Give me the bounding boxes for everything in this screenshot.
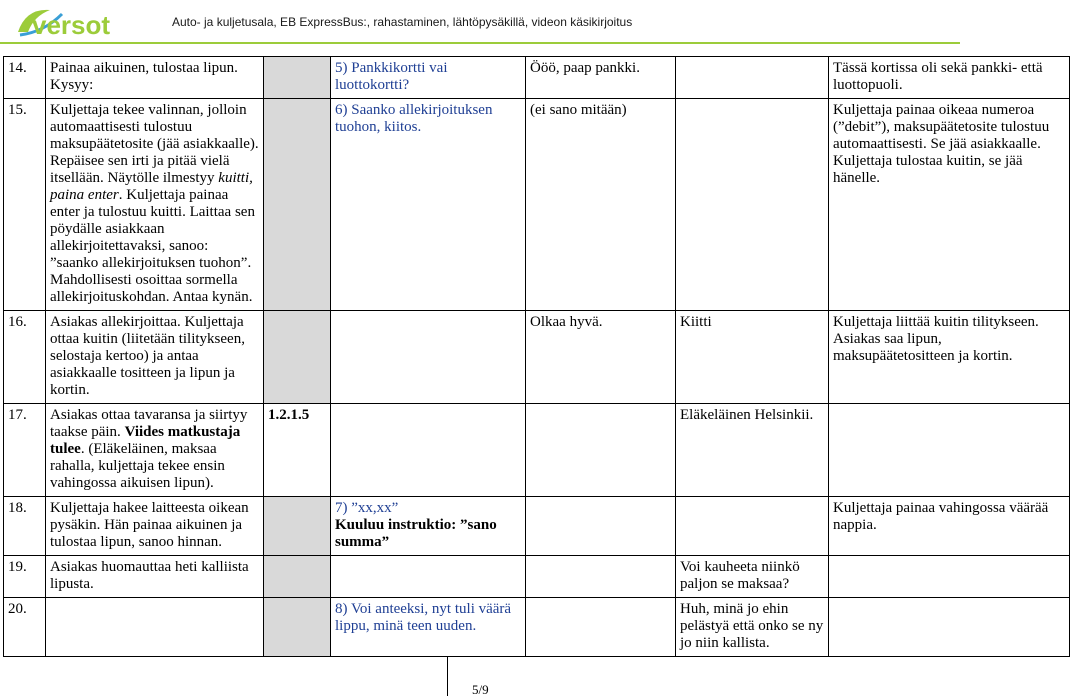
dialogue-text: 7) ”xx,xx” bbox=[335, 500, 399, 516]
versot-logo bbox=[4, 2, 134, 42]
driver-cell: Ööö, paap pankki. bbox=[526, 57, 676, 99]
table-row bbox=[4, 57, 1070, 99]
step-number: 16. bbox=[4, 311, 46, 404]
note-cell: Kuljettaja painaa oikeaa numeroa (”debit”), maksupäätetosite tulostuu automaattisesti. Se jää asiakkaalle. Kuljettaja tulostaa kuitin, se jää hänelle. bbox=[829, 99, 1070, 311]
passenger-cell bbox=[676, 497, 829, 556]
passenger-cell bbox=[676, 99, 829, 311]
header-rule bbox=[0, 42, 960, 44]
table-row bbox=[4, 404, 1070, 497]
action-text: Painaa aikuinen, tulostaa lipun. bbox=[50, 60, 238, 76]
code-cell bbox=[264, 598, 331, 657]
driver-cell bbox=[526, 556, 676, 598]
step-number: 14. bbox=[4, 57, 46, 99]
passenger-cell: Kiitti bbox=[676, 311, 829, 404]
driver-cell: (ei sano mitään) bbox=[526, 99, 676, 311]
dialogue-cell bbox=[331, 311, 526, 404]
action-text: Kuljettaja tekee valinnan, jolloin automaattisesti tulostuu maksupäätetosite (jää asiakkaalle). Repäisee sen irti ja pitää vielä itsellään. Näytölle ilmestyy bbox=[50, 102, 259, 186]
dialogue-cell bbox=[331, 556, 526, 598]
action-cell bbox=[46, 57, 264, 99]
table-row bbox=[4, 598, 1070, 657]
code-cell bbox=[264, 57, 331, 99]
step-number: 15. bbox=[4, 99, 46, 311]
step-number: 18. bbox=[4, 497, 46, 556]
svg-text:versot: versot bbox=[32, 10, 111, 40]
instruction-text: Kuuluu instruktio: ”sano summa” bbox=[335, 517, 497, 550]
passenger-cell: Eläkeläinen Helsinkii. bbox=[676, 404, 829, 497]
note-cell bbox=[829, 598, 1070, 657]
page-header bbox=[0, 0, 960, 44]
note-cell bbox=[829, 404, 1070, 497]
passenger-cell: Voi kauheeta niinkö paljon se maksaa? bbox=[676, 556, 829, 598]
action-text: . (Eläkeläinen, maksaa rahalla, kuljettaja tekee ensin vahingossa aikuisen lipun). bbox=[50, 441, 225, 491]
driver-cell bbox=[526, 404, 676, 497]
note-cell: Kuljettaja liittää kuitin tilitykseen. Asiakas saa lipun, maksupäätetositteen ja kortin. bbox=[829, 311, 1070, 404]
dialogue-cell: 5) Pankkikortti vai luottokortti? bbox=[331, 57, 526, 99]
action-cell: Asiakas allekirjoittaa. Kuljettaja ottaa kuitin (liitetään tilitykseen, selostaja kertoo) ja antaa asiakkaalle tositteen ja lipun ja kortin. bbox=[46, 311, 264, 404]
driver-cell bbox=[526, 598, 676, 657]
action-cell: Asiakas huomauttaa heti kalliista lipusta. bbox=[46, 556, 264, 598]
driver-cell bbox=[526, 497, 676, 556]
table-row bbox=[4, 311, 1070, 404]
action-text: Asiakas ottaa tavaransa ja siirtyy taakse päin. bbox=[50, 407, 248, 440]
step-number: 19. bbox=[4, 556, 46, 598]
action-emphasis: Viides matkustaja tulee bbox=[50, 424, 241, 457]
code-cell bbox=[264, 99, 331, 311]
action-text: . Kuljettaja painaa enter ja tulostuu kuitti. Laittaa sen pöydälle asiakkaan allekirjoitettavaksi, sanoo: ”saanko allekirjoituksen tuohon”. Mahdollisesti osoittaa sormella allekirjoituskohdan. Antaa kynän. bbox=[50, 187, 255, 305]
note-cell: Kuljettaja painaa vahingossa väärää nappia. bbox=[829, 497, 1070, 556]
action-cell bbox=[46, 99, 264, 311]
page-number: 5/9 bbox=[472, 682, 489, 697]
table-row bbox=[4, 556, 1070, 598]
passenger-cell bbox=[676, 57, 829, 99]
driver-cell: Olkaa hyvä. bbox=[526, 311, 676, 404]
action-emphasis: kuitti, paina enter bbox=[50, 170, 253, 203]
dialogue-cell: 6) Saanko allekirjoituksen tuohon, kiitos. bbox=[331, 99, 526, 311]
action-text: Kysyy: bbox=[50, 77, 94, 93]
table-row bbox=[4, 99, 1070, 311]
table-row bbox=[4, 497, 1070, 556]
code-cell bbox=[264, 497, 331, 556]
code-cell bbox=[264, 556, 331, 598]
dialogue-cell bbox=[331, 404, 526, 497]
action-cell bbox=[46, 598, 264, 657]
passenger-cell: Huh, minä jo ehin pelästyä että onko se ny jo niin kallista. bbox=[676, 598, 829, 657]
note-cell: Tässä kortissa oli sekä pankki- että luottopuoli. bbox=[829, 57, 1070, 99]
dialogue-cell: 8) Voi anteeksi, nyt tuli väärä lippu, minä teen uuden. bbox=[331, 598, 526, 657]
action-cell: Kuljettaja hakee laitteesta oikean pysäkin. Hän painaa aikuinen ja tulostaa lipun, sanoo hinnan. bbox=[46, 497, 264, 556]
step-number: 17. bbox=[4, 404, 46, 497]
dialogue-cell bbox=[331, 497, 526, 556]
document-title: Auto- ja kuljetusala, EB ExpressBus:, rahastaminen, lähtöpysäkillä, videon käsikirjoitus bbox=[172, 15, 633, 29]
column-extension-line bbox=[447, 656, 448, 696]
script-table bbox=[3, 56, 1070, 657]
action-cell bbox=[46, 404, 264, 497]
code-cell: 1.2.1.5 bbox=[264, 404, 331, 497]
code-cell bbox=[264, 311, 331, 404]
step-number: 20. bbox=[4, 598, 46, 657]
note-cell bbox=[829, 556, 1070, 598]
